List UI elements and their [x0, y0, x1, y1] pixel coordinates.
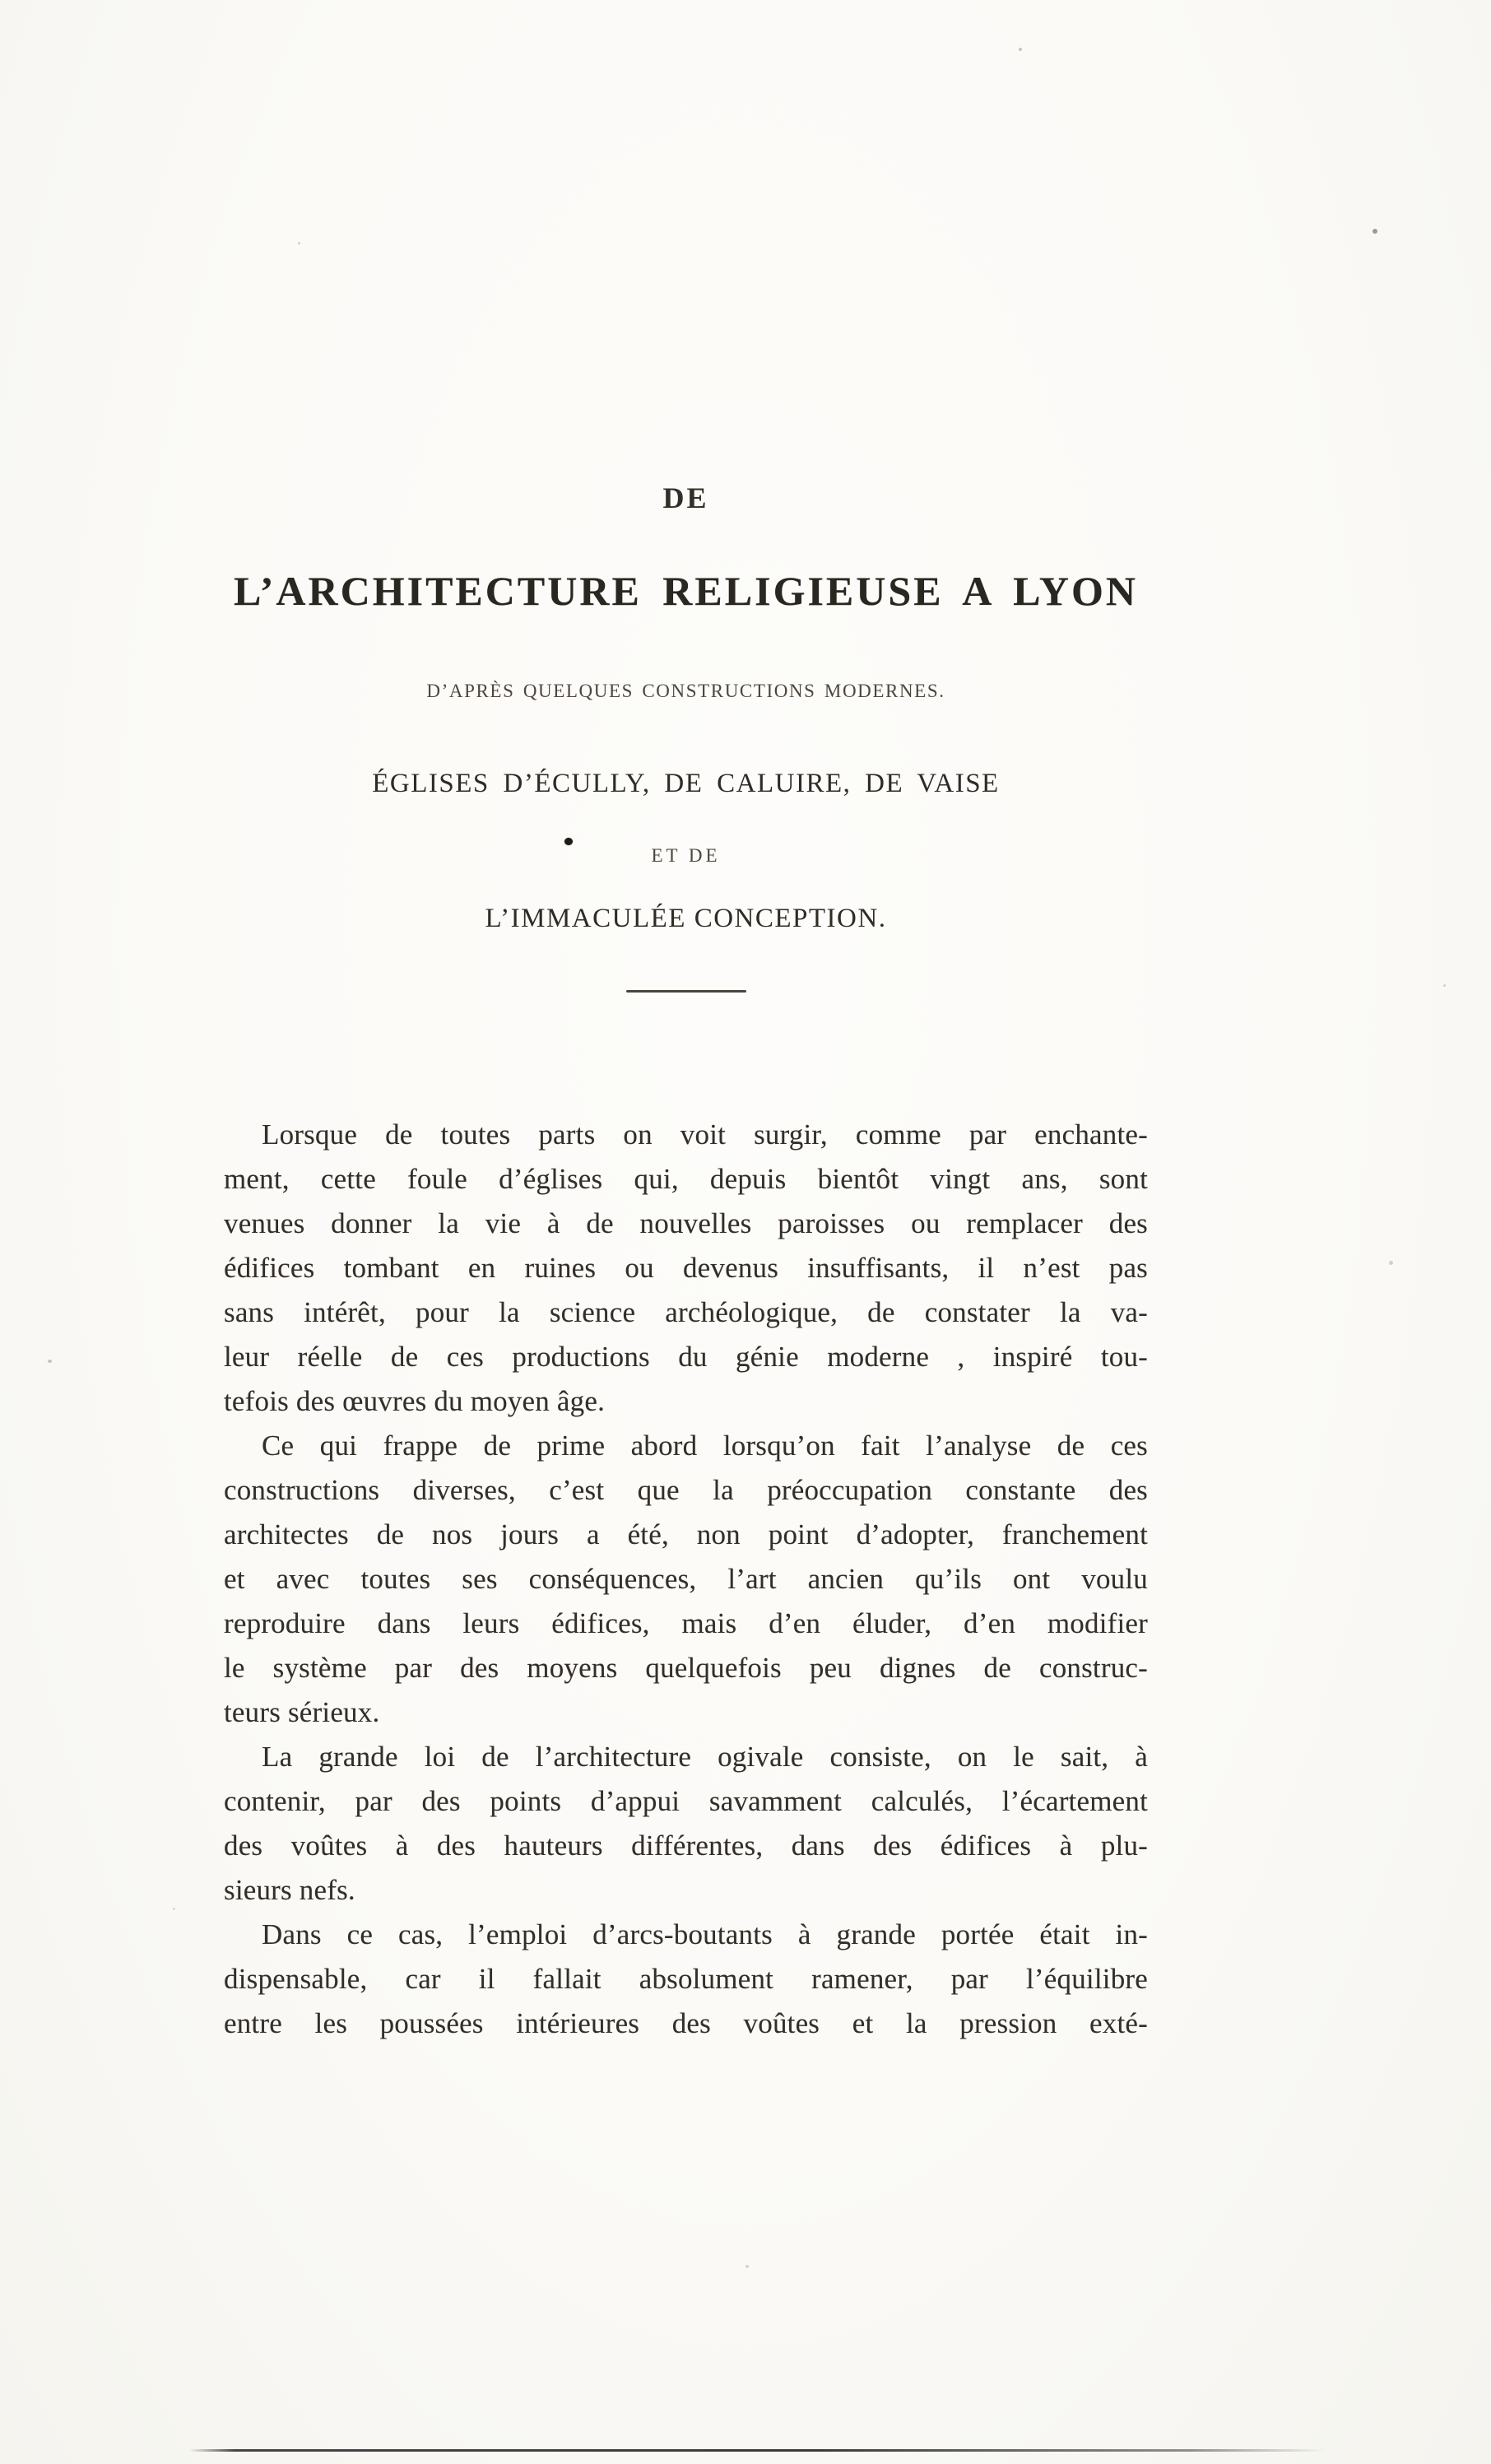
text-line: leur réelle de ces productions du génie moderne , inspiré tou-: [224, 1341, 1148, 1373]
text-line: dispensable, car il fallait absolument ramener, par l’équilibre: [224, 1963, 1148, 1995]
text-line: Dans ce cas, l’emploi d’arcs-boutants à grande portée était in-: [262, 1918, 1148, 1950]
page-title: L’ARCHITECTURE RELIGIEUSE A LYON: [234, 568, 1138, 614]
paragraph: [224, 1113, 1148, 1424]
text-line: Ce qui frappe de prime abord lorsqu’on fait l’analyse de ces: [262, 1430, 1148, 1462]
scan-speck: [173, 1908, 175, 1910]
scan-speck: [746, 2265, 749, 2268]
text-line: ment, cette foule d’églises qui, depuis bientôt vingt ans, sont: [224, 1163, 1148, 1195]
body-text: [224, 1113, 1148, 2046]
text-line: contenir, par des points d’appui savamment calculés, l’écartement: [224, 1785, 1148, 1817]
subtitle-last-line: L’IMMACULÉE CONCEPTION.: [485, 904, 887, 933]
text-line: Lorsque de toutes parts on voit surgir, comme par enchante-: [262, 1118, 1148, 1151]
text-line: sieurs nefs.: [224, 1874, 355, 1906]
text-line: tefois des œuvres du moyen âge.: [224, 1385, 606, 1417]
paragraph: [224, 1424, 1148, 1735]
text-line: édifices tombant en ruines ou devenus insuffisants, il n’est pas: [224, 1252, 1148, 1284]
text-line: entre les poussées intérieures des voûtes et la pression exté-: [224, 2007, 1148, 2039]
scan-speck: [1443, 984, 1446, 987]
paragraph: [224, 1913, 1148, 2046]
text-line: reproduire dans leurs édifices, mais d’en éluder, d’en modifier: [224, 1607, 1148, 1639]
subtitle-churches: ÉGLISES D’ÉCULLY, DE CALUIRE, DE VAISE: [372, 769, 1000, 798]
scan-edge-artifact: [189, 2449, 1326, 2452]
subtitle-connector: ET DE: [651, 845, 721, 866]
scan-speck: [1373, 229, 1377, 234]
scan-speck: [48, 1360, 52, 1363]
title-kicker: DE: [662, 481, 709, 514]
paragraph: [224, 1735, 1148, 1913]
text-line: et avec toutes ses conséquences, l’art ancien qu’ils ont voulu: [224, 1563, 1148, 1595]
text-line: La grande loi de l’architecture ogivale consiste, on le sait, à: [262, 1741, 1148, 1773]
scan-speck: [1389, 1261, 1393, 1265]
section-divider-rule: [626, 990, 746, 993]
text-line: teurs sérieux.: [224, 1696, 380, 1728]
text-line: constructions diverses, c’est que la préoccupation constante des: [224, 1474, 1148, 1506]
text-line: venues donner la vie à de nouvelles paroisses ou remplacer des: [224, 1207, 1148, 1239]
scan-speck: [298, 242, 300, 244]
text-column: [224, 0, 1148, 2046]
text-line: architectes de nos jours a été, non point d’adopter, franchement: [224, 1518, 1148, 1550]
text-line: le système par des moyens quelquefois peu dignes de construc-: [224, 1652, 1148, 1684]
scan-speck: [1019, 48, 1022, 51]
text-line: des voûtes à des hauteurs différentes, dans des édifices à plu-: [224, 1829, 1148, 1862]
subtitle-series-note: D’APRÈS QUELQUES CONSTRUCTIONS MODERNES.: [426, 681, 945, 701]
ink-blot-artifact: [564, 838, 573, 845]
text-line: sans intérêt, pour la science archéologique, de constater la va-: [224, 1296, 1148, 1328]
